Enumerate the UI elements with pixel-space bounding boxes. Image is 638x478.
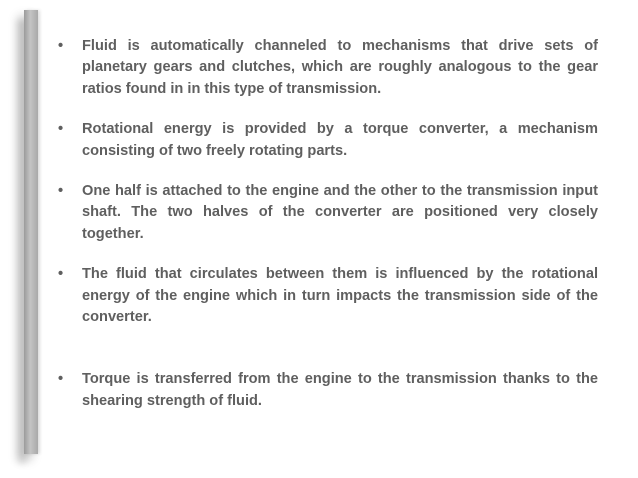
side-accent-bar xyxy=(24,10,38,454)
bullet-icon: • xyxy=(58,266,64,283)
slide-content xyxy=(58,36,598,412)
bullet-item xyxy=(58,369,598,412)
bullet-icon: • xyxy=(58,38,64,54)
bullet-text: One half is attached to the engine and the other to the transmission input shaft. The two halves of the converter are positioned very closely together. xyxy=(82,183,598,242)
bullet-text: Fluid is automatically channeled to mechanisms that drive sets of planetary gears and clutches, which are roughly analogous to the gear ratios found in in this type of transmission. xyxy=(82,38,598,97)
bullet-item xyxy=(58,181,598,245)
bullet-text: Rotational energy is provided by a torque converter, a mechanism consisting of two freely rotating parts. xyxy=(82,121,598,159)
bullet-text: The fluid that circulates between them is influenced by the rotational energy of the engine which in turn impacts the transmission side of the converter. xyxy=(82,266,598,326)
bullet-icon: • xyxy=(58,371,64,388)
bullet-text: Torque is transferred from the engine to the transmission thanks to the shearing strength of fluid. xyxy=(82,371,598,409)
bullet-list xyxy=(58,36,598,412)
bullet-item xyxy=(58,264,598,328)
bullet-item xyxy=(58,36,598,100)
bullet-icon: • xyxy=(58,183,64,200)
bullet-item xyxy=(58,119,598,162)
bullet-icon: • xyxy=(58,121,64,138)
